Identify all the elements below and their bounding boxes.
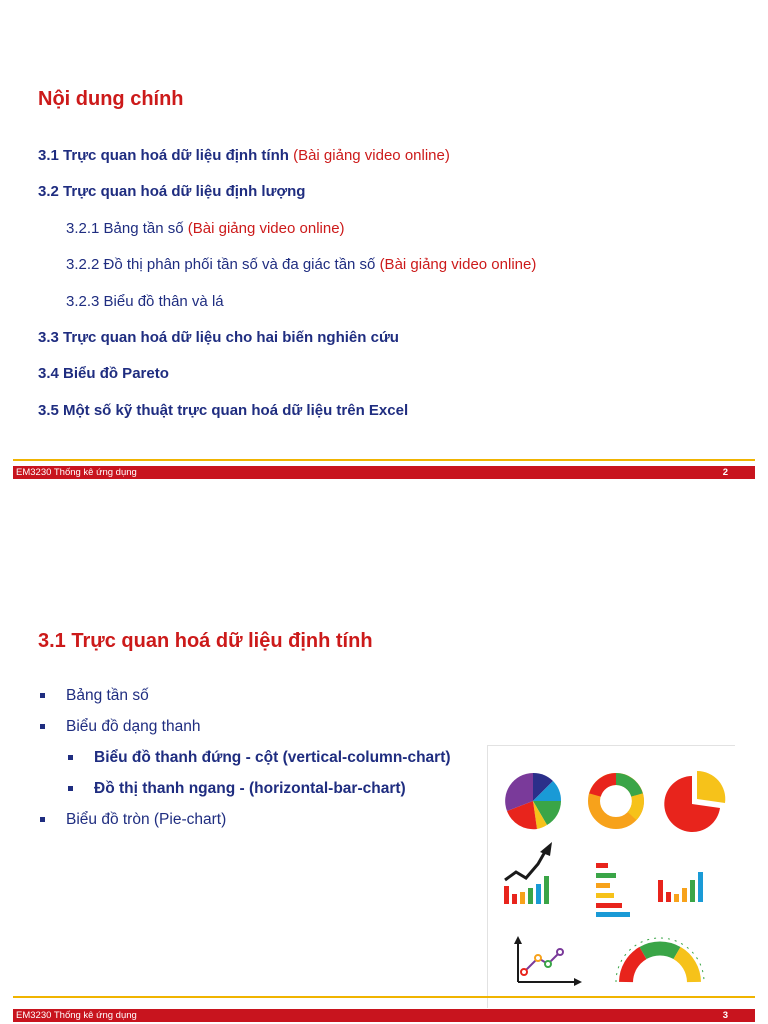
toc-item-text: 3.2 Trực quan hoá dữ liệu định lượng	[38, 183, 306, 201]
toc-item-text: 3.5 Một số kỹ thuật trực quan hoá dữ liệu trên Excel	[38, 401, 409, 419]
slide-title: 3.1 Trực quan hoá dữ liệu định tính	[38, 630, 373, 652]
toc-item-note: (Bài giảng video online)	[293, 147, 450, 164]
footer-divider	[13, 996, 755, 998]
toc-item	[38, 181, 536, 217]
bullet-item	[38, 716, 451, 747]
bullet-square-icon	[40, 724, 45, 729]
bullet-item	[38, 809, 451, 840]
toc-item-text: 3.2.2 Đồ thị phân phối tần số và đa giác tần số	[66, 256, 376, 274]
toc-item-text: 3.3 Trực quan hoá dữ liệu cho hai biến nghiên cứu	[38, 328, 399, 346]
bullet-item	[38, 747, 451, 778]
toc-item-note: (Bài giảng video online)	[187, 219, 345, 237]
bullet-text: Đồ thị thanh ngang - (horizontal-bar-chart)	[94, 780, 406, 797]
bullet-text: Biểu đồ tròn (Pie-chart)	[66, 811, 227, 828]
bullet-text: Biểu đồ dạng thanh	[66, 718, 201, 735]
bullet-text: Bảng tần số	[66, 687, 149, 704]
toc-item-text: 3.1 Trực quan hoá dữ liệu định tính	[38, 147, 289, 164]
toc-item	[38, 363, 536, 399]
table-of-contents	[38, 145, 536, 436]
bullet-item	[38, 778, 451, 809]
gauge-chart-icon	[616, 938, 704, 982]
bullet-square-icon	[40, 817, 45, 822]
toc-item	[38, 400, 536, 436]
slide-footer	[13, 466, 755, 479]
footer-page-number: 3	[722, 1010, 728, 1021]
bullet-square-icon	[68, 755, 73, 760]
footer-course: EM3230 Thống kê ứng dụng	[16, 1010, 137, 1021]
footer-divider	[13, 459, 755, 461]
bullet-square-icon	[68, 786, 73, 791]
bullet-text: Biểu đồ thanh đứng - cột (vertical-column-chart)	[94, 749, 451, 766]
toc-item	[38, 145, 536, 181]
slide-footer	[13, 1009, 755, 1022]
chart-types-illustration	[487, 745, 735, 1008]
toc-item-note: (Bài giảng video online)	[379, 256, 537, 274]
column-chart-icon	[658, 872, 703, 902]
bullet-item	[38, 685, 451, 716]
footer-course: EM3230 Thống kê ứng dụng	[16, 467, 137, 478]
line-chart-icon	[514, 936, 582, 986]
toc-item	[38, 254, 536, 290]
toc-item-text: 3.2.3 Biểu đồ thân và lá	[66, 292, 224, 310]
slide-title: Nội dung chính	[38, 88, 184, 110]
toc-item	[38, 327, 536, 363]
bullet-list	[38, 685, 451, 840]
donut-chart-icon	[594, 779, 638, 823]
toc-item	[38, 218, 536, 254]
footer-page-number: 2	[722, 467, 728, 478]
exploded-pie-icon	[664, 771, 725, 832]
slide-qualitative-visualization	[0, 512, 768, 1024]
bullet-square-icon	[40, 693, 45, 698]
pie-chart-icon	[505, 773, 561, 829]
toc-item-text: 3.4 Biểu đồ Pareto	[38, 365, 169, 383]
toc-item	[38, 291, 536, 327]
toc-item-text: 3.2.1 Bảng tần số	[66, 219, 184, 237]
horizontal-bar-chart-icon	[596, 863, 630, 917]
trend-bar-chart-icon	[504, 842, 552, 904]
